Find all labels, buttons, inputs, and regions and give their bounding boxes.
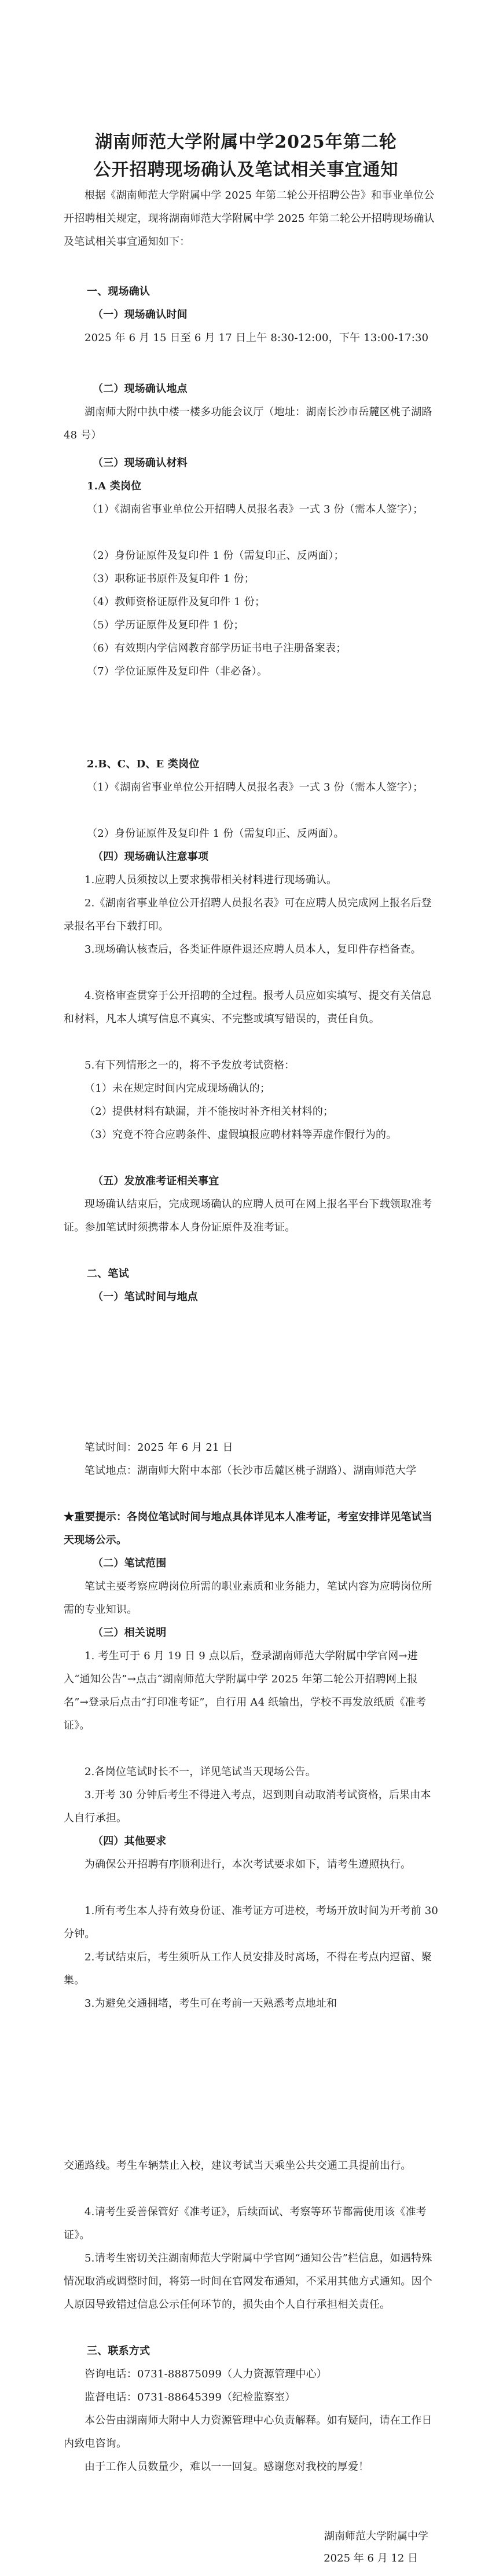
class-bcde-item: （2）身份证原件及复印件 1 份（需复印正、反两面）。 — [87, 828, 344, 840]
subheading-admission-ticket: （五）发放准考证相关事宜 — [93, 1175, 219, 1187]
subheading-confirmation-time: （一）现场确认时间 — [93, 309, 188, 321]
requirement-item: 3.为避免交通拥堵，考生可在考前一天熟悉考点地址和 — [85, 1997, 337, 2010]
document-title-line1: 湖南师范大学附属中学2025年第二轮 — [95, 132, 397, 152]
note-item: 3.现场确认核查后，各类证件原件退还应聘人员本人，复印件存档备查。 — [85, 943, 421, 956]
subheading-confirmation-notes: （四）现场确认注意事项 — [93, 851, 209, 863]
disqualification-item: （1）未在规定时间内完成现场确认的； — [85, 1082, 271, 1095]
requirement-item: 4.请考生妥善保管好《准考证》，后续面试、考察等环节都需使用该《准考证》。 — [64, 2206, 427, 2241]
class-bcde-title: 2.B、C、D、E 类岗位 — [87, 758, 200, 770]
section-heading-written-exam: 二、笔试 — [87, 1268, 129, 1280]
confirmation-location-text: 湖南师大附中执中楼一楼多功能会议厅（地址：湖南长沙市岳麓区桃子湖路 48 号） — [64, 406, 432, 441]
subheading-other-requirements: （四）其他要求 — [93, 1835, 167, 1847]
requirement-item: 5.请考生密切关注湖南师范大学附属中学官网“通知公告”栏信息，如遇特殊情况取消或调整时间，将第一时间在官网发布通知，不采用其他方式通知。因个人原因导致错过信息公示任何环节的，损失由个人自行承担相关责任。 — [64, 2252, 432, 2311]
disqualification-item: （3）究竟不符合应聘条件、虚假填报应聘材料等弄虚作假行为的。 — [85, 1129, 397, 1141]
class-a-item: （6）有效期内学信网教育部学历证书电子注册备案表； — [87, 642, 347, 654]
related-note-item: 2.各岗位笔试时长不一，详见笔试当天现场公告。 — [85, 1766, 316, 1778]
interpretation-note: 本公告由湖南师大附中人力资源管理中心负责解释。如有疑问，请在工作日内致电咨询。 — [64, 2414, 432, 2450]
note-item: 4.资格审查贯穿于公开招聘的全过程。报考人员应如实填写、提交有关信息和材料，凡本人填写信息不真实、不完整或填写错误的，责任自负。 — [64, 990, 432, 1025]
class-a-title: 1.A 类岗位 — [87, 480, 142, 492]
note-item: 2.《湖南省事业单位公开招聘人员报名表》可在应聘人员完成网上报名后登录报名平台下载打印。 — [64, 897, 432, 932]
exam-scope-text: 笔试主要考察应聘岗位所需的职业素质和业务能力，笔试内容为应聘岗位所需的专业知识。 — [64, 1580, 432, 1616]
subheading-exam-scope: （二）笔试范围 — [93, 1557, 167, 1569]
related-note-item: 3.开考 30 分钟后考生不得进入考点，迟到则自动取消考试资格，后果由本人自行承担。 — [64, 1789, 431, 1824]
subheading-exam-time-place: （一）笔试时间与地点 — [93, 1291, 198, 1303]
requirement-item-continued: 交通路线。考生车辆禁止入校，建议考试当天乘坐公共交通工具提前出行。 — [64, 2160, 412, 2172]
thanks-note: 由于工作人员数量少，难以一一回复。感谢您对我校的厚爱！ — [85, 2461, 369, 2473]
subheading-confirmation-materials: （三）现场确认材料 — [93, 457, 188, 469]
class-a-item: （7）学位证原件及复印件（非必备）。 — [87, 665, 268, 678]
exam-time-text: 笔试时间：2025 年 6 月 21 日 — [85, 1441, 233, 1454]
class-a-item: （2）身份证原件及复印件 1 份（需复印正、反两面）； — [87, 550, 344, 562]
class-bcde-item: （1）《湖南省事业单位公开招聘人员报名表》一式 3 份（需本人签字）； — [87, 781, 424, 793]
class-a-item: （5）学历证原件及复印件 1 份； — [87, 619, 244, 631]
confirmation-time-text: 2025 年 6 月 15 日至 6 月 17 日上午 8:30-12:00，下午 13:00-17:30 — [85, 332, 429, 344]
disqualification-item: （2）提供材料有缺漏，并不能按时补齐相关材料的； — [85, 1106, 334, 1118]
requirement-item: 1.所有考生本人持有效身份证、准考证方可进校，考场开放时间为开考前 30 分钟。 — [64, 1905, 438, 1940]
related-note-item: 1. 考生可于 6 月 19 日 9 点以后，登录湖南师范大学附属中学官网→进入“通知公告”→点击“湖南师范大学附属中学 2025 年第二轮公开招聘网上报名”→登录后点击“打印准考证”，自行用 A4 纸输出，学校不再发放纸质《准考证》。 — [64, 1650, 427, 1732]
signature-organization: 湖南师范大学附属中学 — [324, 2530, 428, 2542]
intro-paragraph: 根据《湖南师范大学附属中学 2025 年第二轮公开招聘公告》和事业单位公开招聘相关规定，现将湖南师范大学附属中学 2025 年第二轮公开招聘现场确认及笔试相关事宜通知如下： — [64, 189, 435, 248]
supervision-phone: 监督电话：0731-88645399（纪检监察室） — [85, 2391, 296, 2403]
requirement-item: 2.考试结束后，考生须听从工作人员安排及时离场，不得在考点内逗留、聚集。 — [64, 1951, 432, 1986]
consult-phone: 咨询电话：0731-88875099（人力资源管理中心） — [85, 2368, 328, 2380]
other-requirements-intro: 为确保公开招聘有序顺利进行，本次考试要求如下，请考生遵照执行。 — [85, 1858, 412, 1871]
signature-date: 2025 年 6 月 12 日 — [324, 2552, 418, 2564]
class-a-item: （3）职称证书原件及复印件 1 份； — [87, 573, 255, 585]
class-a-item: （4）教师资格证原件及复印件 1 份； — [87, 596, 266, 608]
note-item: 5.有下列情形之一的，将不予发放考试资格： — [85, 1059, 295, 1071]
note-item: 1.应聘人员须按以上要求携带相关材料进行现场确认。 — [85, 874, 337, 886]
exam-place-text: 笔试地点：湖南师大附中本部（长沙市岳麓区桃子湖路）、湖南师范大学 — [85, 1465, 417, 1477]
admission-ticket-text: 现场确认结束后，完成现场确认的应聘人员可在网上报名平台下载领取准考证。参加笔试时须携带本人身份证原件及准考证。 — [64, 1198, 432, 1234]
class-a-item: （1）《湖南省事业单位公开招聘人员报名表》一式 3 份（需本人签字）； — [87, 503, 424, 515]
subheading-confirmation-location: （二）现场确认地点 — [93, 383, 188, 395]
section-heading-site-confirmation: 一、现场确认 — [87, 286, 150, 298]
important-notice: ★重要提示：各岗位笔试时间与地点具体详见本人准考证，考室安排详见笔试当天现场公示。 — [64, 1511, 432, 1546]
document-title-line2: 公开招聘现场确认及笔试相关事宜通知 — [93, 160, 399, 180]
section-heading-contact: 三、联系方式 — [87, 2345, 150, 2357]
subheading-related-notes: （三）相关说明 — [93, 1627, 167, 1639]
